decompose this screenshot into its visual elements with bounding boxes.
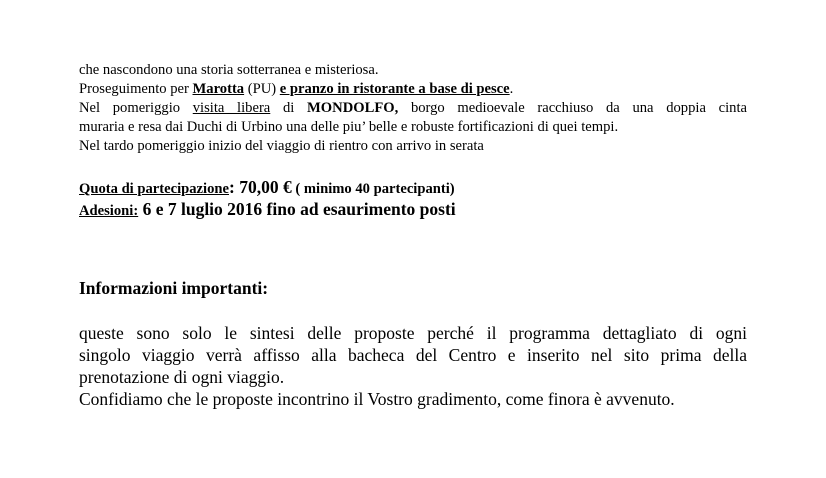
- info-heading: Informazioni importanti:: [79, 278, 269, 298]
- period: .: [509, 81, 514, 97]
- borgo-text: borgo medioevale racchiuso da una doppia cinta: [398, 100, 747, 116]
- adesioni-dates: 6 e 7 luglio 2016 fino ad esaurimento posti: [138, 199, 456, 219]
- quota-line: [79, 177, 455, 198]
- itinerary-line-5: Nel tardo pomeriggio inizio del viaggio di rientro con arrivo in serata: [79, 138, 484, 154]
- itinerary-line-1: che nascondono una storia sotterranea e misteriosa.: [79, 62, 379, 78]
- quota-colon: :: [229, 177, 240, 197]
- continuation-text: Proseguimento per: [79, 81, 193, 97]
- free-visit-text: visita libera: [192, 100, 271, 116]
- adesioni-label: Adesioni:: [79, 203, 139, 219]
- quota-price: 70,00 €: [239, 177, 292, 197]
- info-p1-line-2: singolo viaggio verrà affisso alla bacheca del Centro e inserito nel sito prima della: [79, 345, 747, 365]
- adesioni-line: [79, 199, 456, 220]
- afternoon-text: Nel pomeriggio: [79, 100, 193, 116]
- place-mondolfo: MONDOLFO,: [307, 100, 399, 116]
- itinerary-line-3: [79, 99, 747, 117]
- itinerary-line-2: [79, 80, 513, 98]
- info-paragraph-1: [79, 322, 747, 410]
- info-p1-line-1: queste sono solo le sintesi delle proposte perché il programma dettagliato di ogni: [79, 323, 747, 343]
- lunch-text: e pranzo in ristorante a base di pesce: [279, 81, 510, 97]
- place-marotta: Marotta: [192, 81, 245, 97]
- quota-note: ( minimo 40 partecipanti): [291, 181, 455, 197]
- province-text: (PU): [244, 81, 280, 97]
- info-paragraph-2: Confidiamo che le proposte incontrino il Vostro gradimento, come finora è avvenuto.: [79, 389, 675, 409]
- quota-label: Quota di partecipazione: [79, 181, 229, 197]
- di-text: di: [270, 100, 308, 116]
- info-p1-line-3: prenotazione di ogni viaggio.: [79, 367, 285, 387]
- itinerary-line-4: muraria e resa dai Duchi di Urbino una delle piu’ belle e robuste fortificazioni di quei tempi.: [79, 119, 619, 135]
